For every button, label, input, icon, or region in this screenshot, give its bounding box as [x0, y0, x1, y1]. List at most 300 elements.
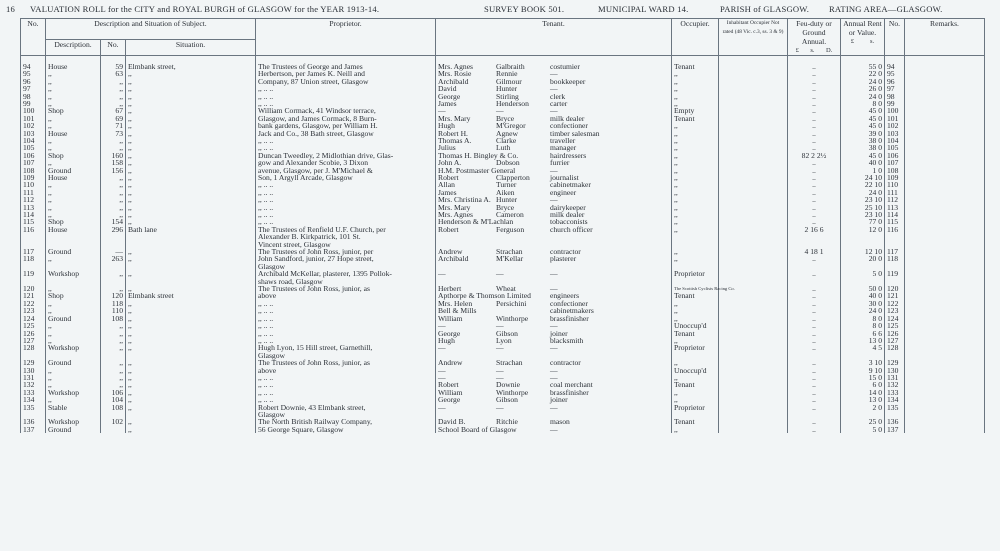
entry-no-right: 117 [885, 248, 905, 255]
tenant-surname: M'Gregor [496, 121, 526, 131]
annual-rent: 6 6 [841, 330, 885, 337]
description: Ground [46, 426, 101, 433]
tenant-occupation: — [550, 372, 558, 382]
occupier: ,, [672, 204, 719, 211]
occupier: ,, [672, 122, 719, 129]
proprietor: Alexander B. Kirkpatrick, 101 St. [256, 233, 436, 240]
occupier: ,, [672, 359, 719, 366]
entry-no-right: 97 [885, 85, 905, 92]
feu-duty: .. [788, 418, 841, 425]
roll-title: VALUATION ROLL for the CITY and ROYAL BURGH of GLASGOW for the YEAR 1913-14. [30, 4, 380, 14]
occupier: ,, [672, 248, 719, 255]
inhabitant-occupier [719, 315, 788, 322]
description: House [46, 63, 101, 70]
annual-rent: 24 0 [841, 189, 885, 196]
entry-no-right: 126 [885, 330, 905, 337]
annual-rent: 20 0 [841, 255, 885, 262]
proprietor: ,, .. .. [256, 100, 436, 107]
tenant-surname: Gibson [496, 328, 518, 338]
tenant-occupation: clerk [550, 91, 566, 101]
entry-no-right: 96 [885, 78, 905, 85]
inhabitant-occupier [719, 70, 788, 77]
tenant-occupation: plasterer [550, 254, 577, 264]
tenant-occupation: cabinetmaker [550, 180, 591, 190]
feu-duty: .. [788, 107, 841, 114]
occupier: ,, [672, 93, 719, 100]
occupier [672, 352, 719, 359]
entry-no-right: 107 [885, 159, 905, 166]
inhabitant-occupier [719, 204, 788, 211]
entry-no-right: 109 [885, 174, 905, 181]
tenant-first-name: Mrs. Christina A. [438, 195, 491, 205]
proprietor: William Cormack, 41 Windsor terrace, [256, 107, 436, 114]
remarks [905, 285, 985, 292]
tenant-occupation: joiner [550, 328, 568, 338]
annual-rent: 24 10 [841, 174, 885, 181]
street-number: 73 [101, 130, 126, 137]
description: Ground [46, 167, 101, 174]
remarks [905, 374, 985, 381]
street-number: 71 [101, 122, 126, 129]
proprietor: Son, 1 Argyll Arcade, Glasgow [256, 174, 436, 181]
entry-no-right: 127 [885, 337, 905, 344]
inhabitant-occupier [719, 278, 788, 285]
description: ,, [46, 204, 101, 211]
entry-no-right: 94 [885, 63, 905, 70]
tenant-occupation: — [550, 106, 558, 116]
annual-rent: 1 0 [841, 167, 885, 174]
entry-no-right: 120 [885, 285, 905, 292]
tenant-first-name: Thomas H. Bingley & Co. [438, 150, 519, 160]
tenant-surname: Hunter [496, 84, 518, 94]
description [46, 278, 101, 285]
street-number [101, 426, 126, 433]
street-number: 158 [101, 159, 126, 166]
feu-unit-shillings: s. [810, 47, 815, 54]
tenant-occupation: furrier [550, 158, 570, 168]
street-number: ,, [101, 85, 126, 92]
entry-no: 128 [21, 344, 46, 351]
feu-duty: .. [788, 337, 841, 344]
entry-no: 101 [21, 115, 46, 122]
entry-no: 124 [21, 315, 46, 322]
inhabitant-occupier [719, 241, 788, 248]
proprietor: Glasgow [256, 411, 436, 418]
occupier: Unoccup'd [672, 367, 719, 374]
entry-no-right: 136 [885, 418, 905, 425]
tenant-occupation: engineers [550, 291, 580, 301]
situation: ,, [126, 78, 256, 85]
annual-rent: 45 0 [841, 152, 885, 159]
tenant-occupation: — [550, 284, 558, 294]
tenant-first-name: — [438, 106, 446, 116]
annual-rent: 13 0 [841, 396, 885, 403]
feu-duty: 82 2 2½ [788, 152, 841, 159]
remarks [905, 292, 985, 299]
street-number: 104 [101, 396, 126, 403]
inhabitant-occupier [719, 189, 788, 196]
tenant-surname: Ritchie [496, 417, 518, 427]
description: Shop [46, 218, 101, 225]
tenant-first-name: Hugh [438, 335, 455, 345]
tenant-occupation: traveller [550, 135, 576, 145]
tenant-occupation: carter [550, 98, 568, 108]
tenant-first-name: James [438, 187, 457, 197]
proprietor: The North British Railway Company, [256, 418, 436, 425]
entry-no-right: 121 [885, 292, 905, 299]
entry-no-right: 115 [885, 218, 905, 225]
proprietor: ,, .. .. [256, 144, 436, 151]
tenant-occupation: contractor [550, 247, 581, 257]
annual-rent: 22 10 [841, 181, 885, 188]
occupier: ,, [672, 196, 719, 203]
entry-no-right: 103 [885, 130, 905, 137]
entry-no-right: 130 [885, 367, 905, 374]
street-number: 69 [101, 115, 126, 122]
entry-no-right: 100 [885, 107, 905, 114]
col-feu-duty [788, 19, 841, 56]
table-row [21, 233, 985, 240]
street-number: 67 [101, 107, 126, 114]
feu-units [790, 46, 838, 55]
street-number: 59 [101, 63, 126, 70]
proprietor: Vincent street, Glasgow [256, 241, 436, 248]
proprietor: ,, .. .. [256, 181, 436, 188]
situation: ,, [126, 270, 256, 277]
occupier: ,, [672, 152, 719, 159]
tenant-occupation: — [550, 321, 558, 331]
feu-duty: .. [788, 189, 841, 196]
proprietor: shaws road, Glasgow [256, 278, 436, 285]
feu-duty: .. [788, 270, 841, 277]
entry-no: 97 [21, 85, 46, 92]
street-number: 106 [101, 389, 126, 396]
occupier [672, 233, 719, 240]
tenant-surname: — [496, 106, 504, 116]
feu-duty: .. [788, 218, 841, 225]
annual-rent: 30 0 [841, 300, 885, 307]
entry-no-right: 111 [885, 189, 905, 196]
proprietor: The Trustees of Renfield U.F. Church, per [256, 226, 436, 233]
entry-no: 94 [21, 63, 46, 70]
entry-no-right: 104 [885, 137, 905, 144]
entry-no: 113 [21, 204, 46, 211]
annual-rent: 9 10 [841, 367, 885, 374]
inhabitant-occupier [719, 248, 788, 255]
proprietor: avenue, Glasgow, per J. M'Michael & [256, 167, 436, 174]
description: Workshop [46, 418, 101, 425]
tenant-surname: Gibson [496, 395, 518, 405]
inhabitant-occupier [719, 300, 788, 307]
feu-duty: .. [788, 367, 841, 374]
tenant-first-name: George [438, 91, 461, 101]
tenant-first-name: Mrs. Mary [438, 113, 471, 123]
tenant-first-name: Archibald [438, 254, 469, 264]
proprietor: bank gardens, Glasgow, per William H. [256, 122, 436, 129]
situation: ,, [126, 159, 256, 166]
feu-duty: .. [788, 396, 841, 403]
tenant-occupation: dairykeeper [550, 202, 586, 212]
description: ,, [46, 337, 101, 344]
feu-duty: .. [788, 389, 841, 396]
occupier: ,, [672, 315, 719, 322]
feu-duty: .. [788, 374, 841, 381]
annual-rent: 38 0 [841, 144, 885, 151]
feu-duty: .. [788, 285, 841, 292]
street-number: ,, [101, 322, 126, 329]
entry-no-right: 101 [885, 115, 905, 122]
annual-rent: 13 0 [841, 337, 885, 344]
tenant-first-name: Mrs. Agnes [438, 210, 474, 220]
annual-rent: 77 0 [841, 218, 885, 225]
situation: Elmbank street, [126, 63, 256, 70]
occupier: ,, [672, 255, 719, 262]
tenant-surname: Luth [496, 143, 511, 153]
col-occupier: Occupier. [672, 19, 719, 56]
proprietor: ,, .. .. [256, 307, 436, 314]
tenant-first-name: Bell & Mills [438, 306, 477, 316]
remarks [905, 107, 985, 114]
inhabitant-occupier [719, 100, 788, 107]
inhabitant-occupier [719, 211, 788, 218]
situation [126, 278, 256, 285]
situation: ,, [126, 285, 256, 292]
description: ,, [46, 70, 101, 77]
entry-no: 112 [21, 196, 46, 203]
inhabitant-occupier [719, 152, 788, 159]
remarks [905, 278, 985, 285]
occupier: Tenant [672, 418, 719, 425]
proprietor: Glasgow [256, 263, 436, 270]
annual-rent: 12 0 [841, 226, 885, 233]
feu-duty: .. [788, 70, 841, 77]
tenant-first-name: William [438, 387, 463, 397]
remarks [905, 167, 985, 174]
tenant [436, 226, 672, 233]
tenant-surname: Rennie [496, 69, 518, 79]
entry-no: 107 [21, 159, 46, 166]
col-no: No. [21, 19, 46, 56]
description: ,, [46, 137, 101, 144]
occupier: ,, [672, 426, 719, 433]
situation: ,, [126, 122, 256, 129]
occupier: Unoccup'd [672, 322, 719, 329]
tenant-occupation: coal merchant [550, 380, 593, 390]
occupier: ,, [672, 70, 719, 77]
occupier: ,, [672, 218, 719, 225]
remarks [905, 196, 985, 203]
annual-rent: 24 0 [841, 78, 885, 85]
description: ,, [46, 85, 101, 92]
survey-book: SURVEY BOOK 501. [484, 4, 565, 14]
proprietor: ,, .. .. [256, 322, 436, 329]
feu-duty: .. [788, 100, 841, 107]
entry-no: 126 [21, 330, 46, 337]
entry-no: 129 [21, 359, 46, 366]
occupier: ,, [672, 85, 719, 92]
remarks [905, 78, 985, 85]
inhabitant-occupier [719, 137, 788, 144]
entry-no-right: 110 [885, 181, 905, 188]
occupier: Proprietor [672, 344, 719, 351]
inhabitant-occupier [719, 63, 788, 70]
feu-duty [788, 233, 841, 240]
tenant-occupation: brassfinisher [550, 387, 589, 397]
remarks [905, 174, 985, 181]
tenant-first-name: Archibald [438, 76, 469, 86]
street-number: — [101, 248, 126, 255]
entry-no-right: 134 [885, 396, 905, 403]
entry-no: 137 [21, 426, 46, 433]
annual-rent: 24 0 [841, 307, 885, 314]
tenant-first-name: George [438, 328, 461, 338]
situation: ,, [126, 255, 256, 262]
annual-rent: 25 10 [841, 204, 885, 211]
table-row [21, 255, 985, 262]
occupier: ,, [672, 307, 719, 314]
feu-duty: .. [788, 330, 841, 337]
description [46, 233, 101, 240]
street-number: 154 [101, 218, 126, 225]
tenant-surname: Cameron [496, 210, 524, 220]
tenant-occupation: manager [550, 143, 577, 153]
description: ,, [46, 181, 101, 188]
entry-no: 95 [21, 70, 46, 77]
tenant-surname: — [496, 402, 504, 412]
entry-no: 108 [21, 167, 46, 174]
inhabitant-occupier [719, 367, 788, 374]
tenant-surname: Wheat [496, 284, 516, 294]
tenant-first-name: H.M. Postmaster General [438, 165, 516, 175]
feu-duty: .. [788, 404, 841, 411]
entry-no: 125 [21, 322, 46, 329]
annual-rent [841, 233, 885, 240]
remarks [905, 226, 985, 233]
proprietor: Duncan Tweedley, 2 Midlothian drive, Glas- [256, 152, 436, 159]
proprietor: ,, .. .. [256, 204, 436, 211]
remarks [905, 218, 985, 225]
tenant-surname: Winthorpe [496, 387, 529, 397]
inhabitant-occupier [719, 389, 788, 396]
description: Shop [46, 292, 101, 299]
feu-duty: .. [788, 137, 841, 144]
remarks [905, 344, 985, 351]
col-no-right: No. [885, 19, 905, 56]
occupier [672, 241, 719, 248]
remarks [905, 152, 985, 159]
entry-no: 132 [21, 381, 46, 388]
feu-duty: .. [788, 196, 841, 203]
feu-duty: .. [788, 63, 841, 70]
proprietor: ,, .. .. [256, 330, 436, 337]
proprietor: The Trustees of George and James [256, 63, 436, 70]
situation: ,, [126, 381, 256, 388]
tenant-first-name: Apthorpe & Thomson Limited [438, 291, 531, 301]
street-number: ,, [101, 337, 126, 344]
entry-no: 127 [21, 337, 46, 344]
situation: Bath lane [126, 226, 256, 233]
occupier: Tenant [672, 63, 719, 70]
entry-no-right: 129 [885, 359, 905, 366]
inhabitant-occupier [719, 181, 788, 188]
page-number: 16 [6, 4, 15, 14]
entry-no: 105 [21, 144, 46, 151]
tenant-first-name: Andrew [438, 247, 463, 257]
tenant-first-name: William [438, 313, 463, 323]
remarks [905, 211, 985, 218]
tenant-first-name: Julius [438, 143, 456, 153]
situation: ,, [126, 196, 256, 203]
col-proprietor: Proprietor. [256, 19, 436, 56]
description: ,, [46, 100, 101, 107]
tenant-surname: — [496, 343, 504, 353]
proprietor: ,, .. .. [256, 300, 436, 307]
situation: ,, [126, 396, 256, 403]
street-number [101, 233, 126, 240]
tenant-first-name: — [438, 372, 446, 382]
annual-rent: 2 0 [841, 404, 885, 411]
proprietor: ,, .. .. [256, 396, 436, 403]
street-number: 118 [101, 300, 126, 307]
proprietor: ,, .. .. [256, 196, 436, 203]
proprietor: ,, .. .. [256, 218, 436, 225]
feu-duty: .. [788, 204, 841, 211]
col-description-group: Description and Situation of Subject. [46, 19, 256, 40]
street-number: 63 [101, 70, 126, 77]
remarks [905, 115, 985, 122]
tenant-occupation: — [550, 84, 558, 94]
description: Workshop [46, 389, 101, 396]
street-number: 102 [101, 418, 126, 425]
annual-rent: 5 0 [841, 426, 885, 433]
feu-duty: .. [788, 78, 841, 85]
proprietor: Robert Downie, 43 Elmbank street, [256, 404, 436, 411]
feu-duty: .. [788, 315, 841, 322]
description: ,, [46, 159, 101, 166]
tenant-surname: Strachan [496, 247, 523, 257]
annual-rent: 26 0 [841, 85, 885, 92]
situation: Elmbank street [126, 292, 256, 299]
proprietor: gow and Alexander Scobie, 3 Dixon [256, 159, 436, 166]
remarks [905, 411, 985, 418]
street-number: ,, [101, 100, 126, 107]
situation: ,, [126, 93, 256, 100]
occupier: ,, [672, 374, 719, 381]
tenant-surname: Strachan [496, 358, 523, 368]
occupier: ,, [672, 300, 719, 307]
rating-area: RATING AREA—GLASGOW. [829, 4, 943, 14]
occupier: ,, [672, 337, 719, 344]
feu-duty: .. [788, 255, 841, 262]
tenant-occupation: brassfinisher [550, 313, 589, 323]
tenant-occupation: — [550, 269, 558, 279]
tenant-surname: Clarke [496, 135, 517, 145]
occupier: Tenant [672, 381, 719, 388]
tenant-surname: Turner [496, 180, 517, 190]
remarks [905, 85, 985, 92]
situation: ,, [126, 418, 256, 425]
inhabitant-occupier [719, 159, 788, 166]
street-number: 108 [101, 404, 126, 411]
annual-rent: 3 10 [841, 359, 885, 366]
situation: ,, [126, 344, 256, 351]
rent-unit-pounds: £ [850, 38, 855, 45]
description: ,, [46, 300, 101, 307]
remarks [905, 122, 985, 129]
remarks [905, 241, 985, 248]
occupier: ,, [672, 211, 719, 218]
annual-rent: 5 0 [841, 270, 885, 277]
